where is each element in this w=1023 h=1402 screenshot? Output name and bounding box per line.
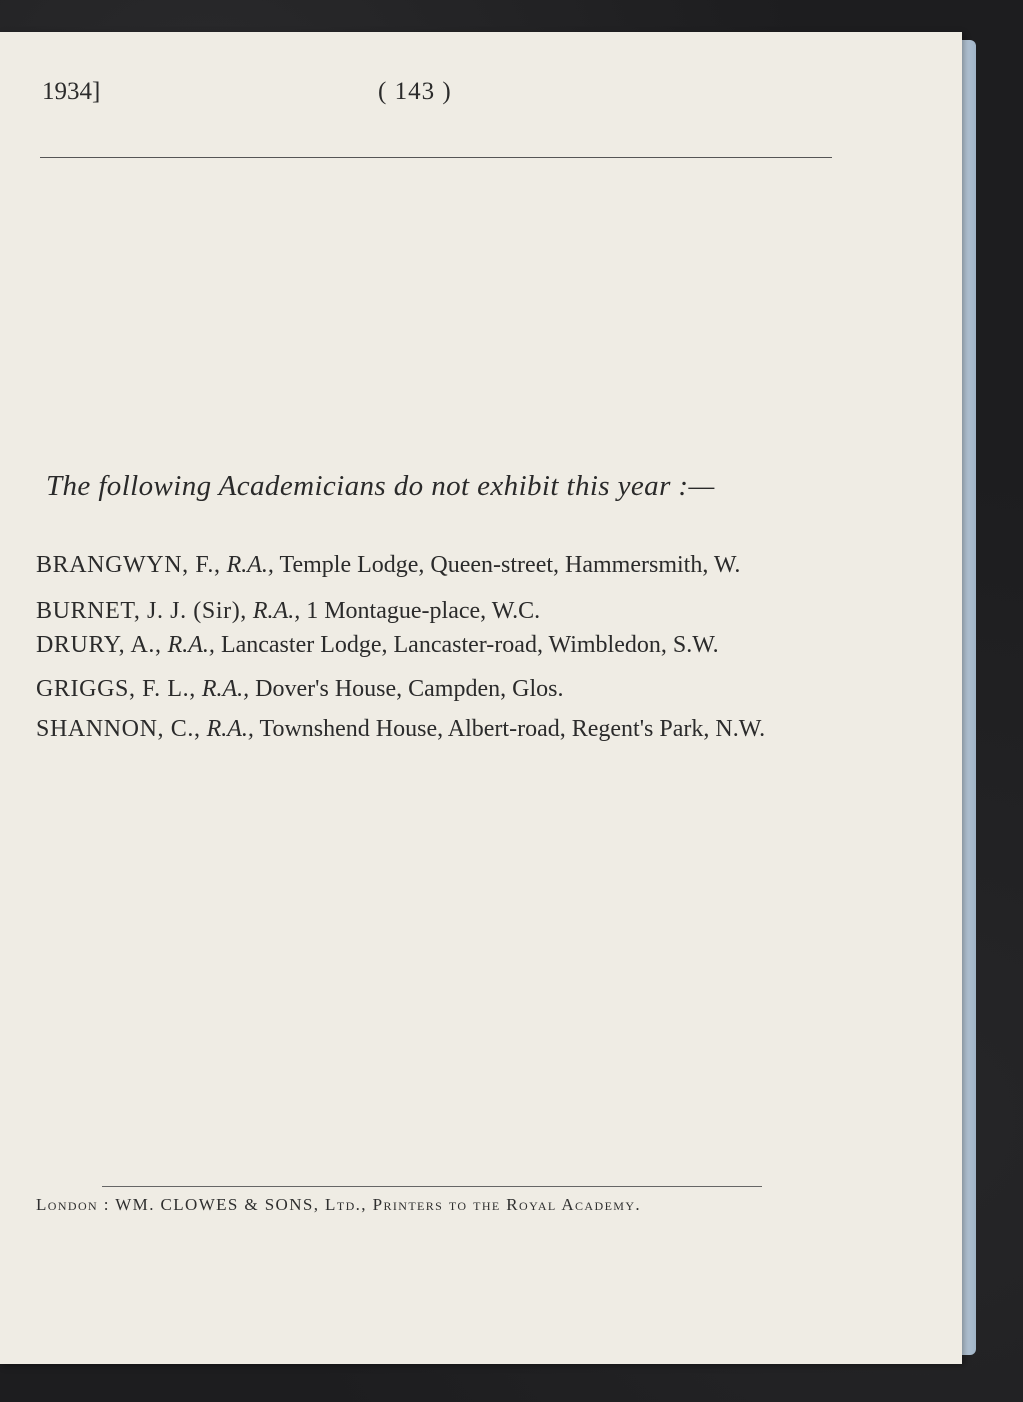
- entry-title: R.A.,: [252, 598, 301, 624]
- entry-name: SHANNON, C.,: [36, 716, 201, 742]
- entry-title: R.A.,: [201, 676, 250, 702]
- intro-heading: The following Academicians do not exhibit this year :—: [46, 470, 715, 502]
- entry-address: 1 Montague-place, W.C.: [306, 598, 541, 624]
- header-rule: [40, 157, 832, 158]
- entry-name: BRANGWYN, F.,: [36, 552, 221, 578]
- list-item: [36, 598, 834, 624]
- list-item: [36, 676, 834, 702]
- printer-imprint: London : WM. CLOWES & SONS, Ltd., Printers to the Royal Academy.: [36, 1195, 642, 1214]
- list-item: [36, 632, 834, 658]
- running-head-year: 1934]: [42, 78, 101, 105]
- running-head: [42, 78, 832, 118]
- page-number: ( 143 ): [378, 78, 452, 105]
- entry-name: DRURY, A.,: [36, 632, 162, 658]
- imprint-rule: [102, 1186, 762, 1187]
- entry-address: Townshend House, Albert-road, Regent's Park, N.W.: [259, 716, 766, 742]
- entry-name: GRIGGS, F. L.,: [36, 676, 196, 702]
- academician-list: [36, 552, 834, 761]
- entry-address: Temple Lodge, Queen-street, Hammersmith, W.: [279, 552, 741, 578]
- entry-name: BURNET, J. J. (Sir),: [36, 598, 247, 624]
- entry-title: R.A.,: [206, 716, 254, 742]
- entry-address: Dover's House, Campden, Glos.: [255, 676, 564, 702]
- list-item: [36, 716, 834, 742]
- entry-address: Lancaster Lodge, Lancaster-road, Wimbledon, S.W.: [220, 632, 719, 658]
- entry-title: R.A.,: [167, 632, 215, 658]
- list-item: [36, 552, 834, 578]
- entry-title: R.A.,: [226, 552, 274, 578]
